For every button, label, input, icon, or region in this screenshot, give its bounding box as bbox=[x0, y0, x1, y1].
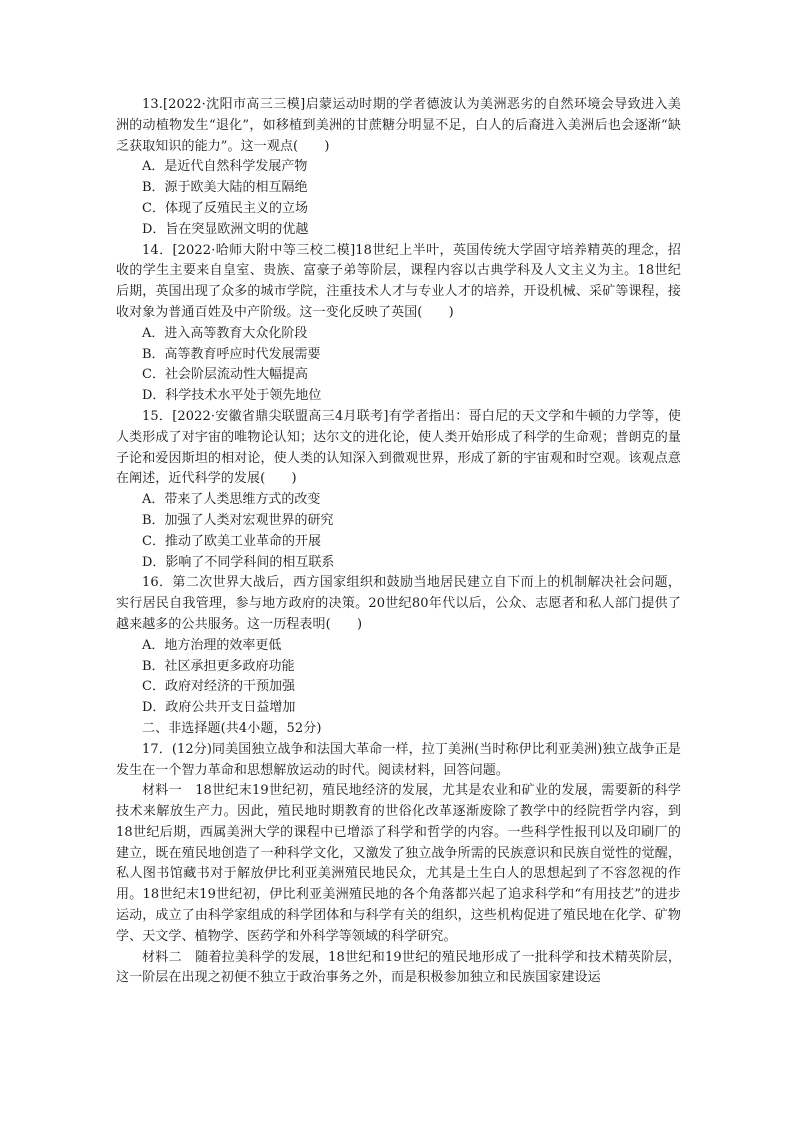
question-14-option-a: A．进入高等教育大众化阶段 bbox=[142, 325, 308, 341]
question-15-stem: 15．[2022·安徽省鼎尖联盟高三4月联考]有学者指出：哥白尼的天文学和牛顿的力学等，使人类形成了对宇宙的唯物论认知；达尔文的进化论，使人类开始形成了科学的生命观；普朗克的量子论和爱因斯坦的相对论，使人类的认知深入到微观世界，形成了新的宇宙观和时空观。该观点意在阐述，近代科学的发展( ) bbox=[116, 408, 681, 487]
question-13-stem: 13.[2022·沈阳市高三三模]启蒙运动时期的学者德波认为美洲恶劣的自然环境会导致进入美洲的动植物发生“退化”，如移植到美洲的甘蔗糖分明显不足，白人的后裔进入美洲后也会逐渐“缺乏获取知识的能力”。这一观点( ) bbox=[116, 97, 681, 154]
question-16-option-d: D．政府公共开支日益增加 bbox=[142, 700, 296, 716]
question-15-option-c: C．推动了欧美工业革命的开展 bbox=[142, 533, 321, 549]
question-13-option-c: C．体现了反殖民主义的立场 bbox=[142, 200, 308, 216]
question-15-option-d: D．影响了不同学科间的相互联系 bbox=[142, 554, 335, 570]
section-heading: 二、非选择题(共4小题，52分) bbox=[142, 720, 322, 736]
question-14-option-b: B．高等教育呼应时代发展需要 bbox=[142, 346, 321, 362]
question-13-option-d: D．旨在突显欧洲文明的优越 bbox=[142, 221, 309, 237]
question-16-stem: 16．第二次世界大战后，西方国家组织和鼓励当地居民建立自下而上的机制解决社会问题，实行居民自我管理，参与地方政府的决策。20世纪80年代以后，公众、志愿者和私人部门提供了越来越多的公共服务。这一历程表明( ) bbox=[116, 575, 681, 632]
question-16-option-c: C．政府对经济的干预加强 bbox=[142, 679, 295, 695]
question-16-option-b: B．社区承担更多政府功能 bbox=[142, 658, 295, 674]
document-page bbox=[116, 95, 681, 989]
question-13-option-b: B．源于欧美大陆的相互隔绝 bbox=[142, 180, 308, 196]
question-14-stem: 14．[2022·哈师大附中等三校二模]18世纪上半叶，英国传统大学固守培养精英的理念，招收的学生主要来自皇室、贵族、富豪子弟等阶层，课程内容以古典学科及人文主义为主。18世纪后期，英国出现了众多的城市学院，注重技术人才与专业人才的培养，开设机械、采矿等课程，接收对象为普通百姓及中产阶级。这一变化反映了英国( ) bbox=[116, 242, 681, 320]
question-17-intro: 17．(12分)同美国独立战争和法国大革命一样，拉丁美洲(当时称伊比利亚美洲)独立战争正是发生在一个智力革命和思想解放运动的时代。阅读材料，回答问题。 bbox=[116, 741, 681, 778]
material-two: 材料二 随着拉美科学的发展，18世纪和19世纪的殖民地形成了一批科学和技术精英阶层，这一阶层在出现之初便不独立于政治事务之外，而是积极参加独立和民族国家建设运 bbox=[116, 949, 681, 986]
question-15-option-b: B．加强了人类对宏观世界的研究 bbox=[142, 512, 334, 528]
question-14-option-d: D．科学技术水平处于领先地位 bbox=[142, 388, 322, 404]
material-one: 材料一 18世纪末19世纪初，殖民地经济的发展，尤其是农业和矿业的发展，需要新的科学技术来解放生产力。因此，殖民地时期教育的世俗化改革逐渐废除了教学中的经院哲学内容，到18世纪后期，西属美洲大学的课程中已增添了科学和哲学的内容。一些科学性报刊以及印刷厂的建立，既在殖民地创造了一种科学文化，又激发了独立战争所需的民族意识和民族自觉性的觉醒，私人图书馆藏书对于解放伊比利亚美洲殖民地民众，尤其是土生白人的思想起到了不容忽视的作用。18世纪末19世纪初，伊比利亚美洲殖民地的各个角落都兴起了追求科学和“有用技艺”的进步运动，成立了由科学家组成的科学团体和与科学有关的组织，这些机构促进了殖民地在化学、矿物学、天文学、植物学、医药学和外科学等领域的科学研究。 bbox=[116, 783, 681, 944]
question-15-option-a: A．带来了人类思维方式的改变 bbox=[142, 492, 321, 508]
question-14-option-c: C．社会阶层流动性大幅提高 bbox=[142, 367, 308, 383]
question-13-option-a: A．是近代自然科学发展产物 bbox=[142, 159, 308, 175]
question-16-option-a: A．地方治理的效率更低 bbox=[142, 637, 282, 653]
